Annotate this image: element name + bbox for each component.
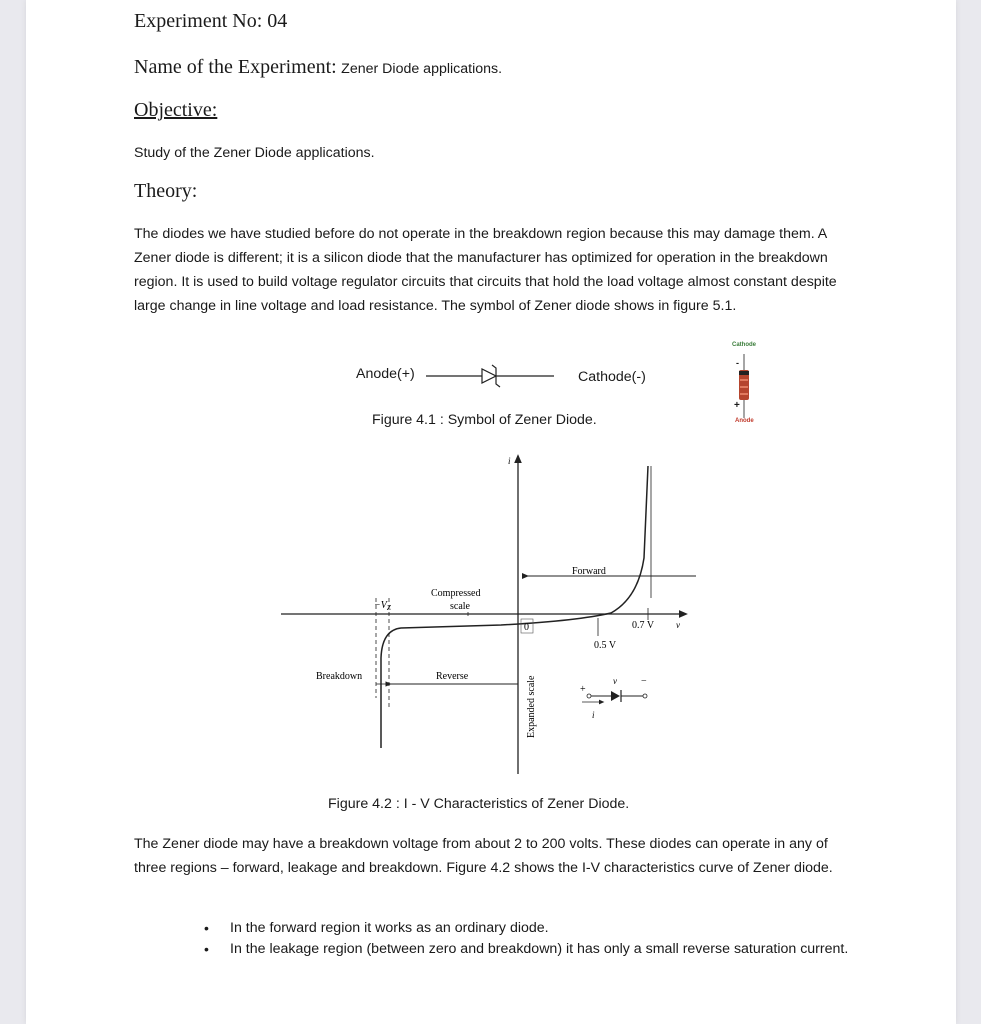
expanded-scale-label: Expanded scale [526, 675, 537, 738]
cathode-label: Cathode(-) [578, 369, 646, 385]
objective-heading: Objective: [134, 99, 218, 121]
inset-plus: + [580, 684, 586, 695]
inset-minus: − [641, 676, 647, 687]
figure2-caption: Figure 4.2 : I - V Characteristics of Zener Diode. [328, 796, 630, 812]
bullet-list [204, 918, 852, 960]
y-axis-label: i [508, 456, 511, 466]
inset-diode-icon [582, 690, 647, 702]
objective-text: Study of the Zener Diode applications. [134, 145, 375, 161]
photo-minus-sign: - [736, 358, 739, 368]
x-axis-label: v [676, 620, 680, 630]
photo-anode-label: Anode [735, 418, 754, 424]
zener-symbol-icon [424, 362, 564, 390]
v05-label: 0.5 V [594, 640, 617, 651]
inset-v: v [613, 676, 617, 686]
experiment-number: Experiment No: 04 [134, 10, 288, 32]
forward-label: Forward [572, 566, 606, 577]
origin-label: 0 [524, 622, 529, 633]
photo-cathode-label: Cathode [732, 342, 756, 348]
compressed-label-line1: Compressed [431, 588, 481, 599]
document-page [26, 0, 956, 1024]
bullet-item-leakage: • In the leakage region (between zero and breakdown) it has only a small reverse saturation current. [204, 941, 849, 957]
breakdown-label: Breakdown [316, 671, 363, 682]
photo-plus-sign: + [734, 400, 740, 411]
iv-curve [381, 466, 648, 748]
reverse-label: Reverse [436, 671, 469, 682]
iv-characteristics-chart [276, 448, 696, 788]
v07-label: 0.7 V [632, 620, 655, 631]
paragraph-regions: The Zener diode may have a breakdown voltage from about 2 to 200 volts. These diodes can operate in any of three regions – forward, leakage and breakdown. Figure 4.2 shows the I-V characteristics curve of Zener diode. [134, 836, 833, 876]
experiment-name-line [134, 56, 502, 79]
theory-heading: Theory: [134, 180, 198, 202]
anode-label: Anode(+) [356, 366, 415, 382]
theory-paragraph: The diodes we have studied before do not operate in the breakdown region because this may damage them. A Zener diode is different; it is a silicon diode that the manufacturer has optimized for operation in the breakdown region. It is used to build voltage regulator circuits that circuits that hold the load voltage almost constant despite large change in line voltage and load resistance. The symbol of Zener diode shows in figure 5.1. [134, 226, 837, 314]
bullet-item-forward: • In the forward region it works as an ordinary diode. [204, 920, 549, 936]
compressed-label-line2: scale [450, 601, 470, 612]
experiment-name-value: Zener Diode applications. [341, 61, 503, 77]
experiment-name-label: Name of the Experiment: [134, 56, 337, 78]
figure1-caption: Figure 4.1 : Symbol of Zener Diode. [372, 412, 597, 428]
vz-label: $-V_Z$ [374, 600, 391, 612]
inset-i: i [592, 710, 595, 720]
